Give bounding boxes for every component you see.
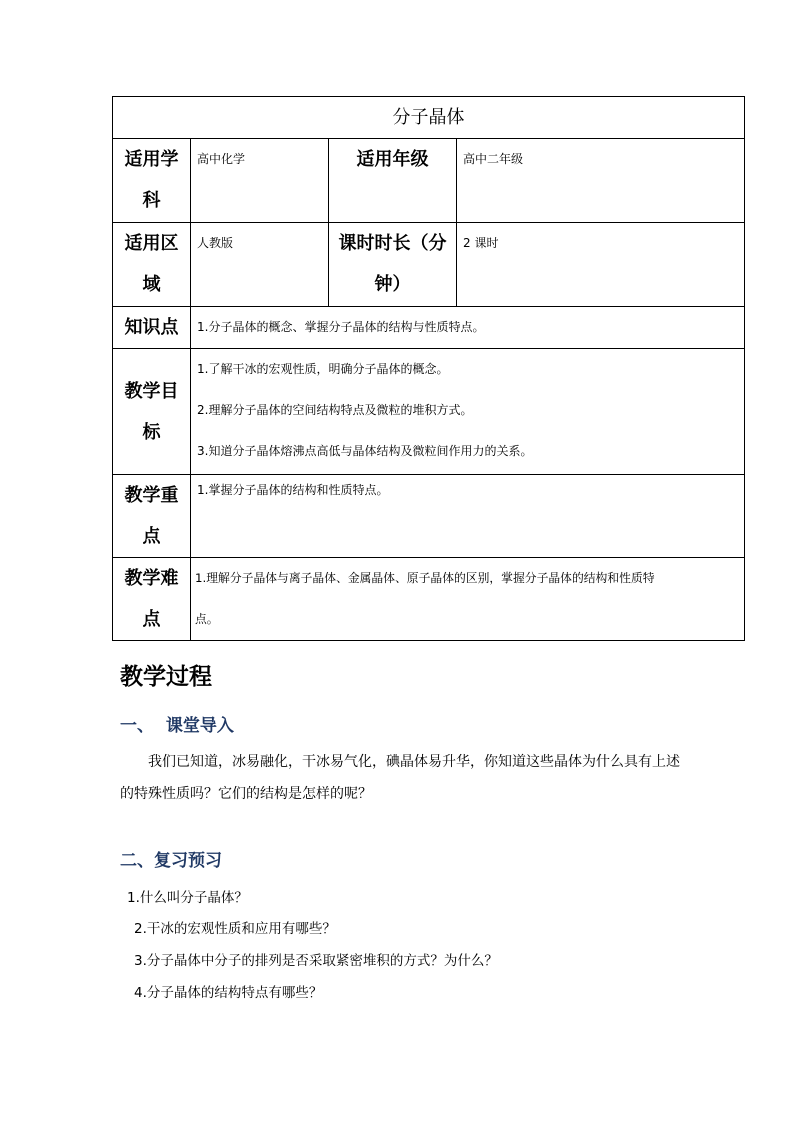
region-row <box>113 223 745 307</box>
key-points-label <box>113 475 191 558</box>
knowledge-row <box>113 307 745 349</box>
lesson-title: 分子晶体 <box>113 97 745 139</box>
duration-label <box>329 223 457 307</box>
knowledge-value: 1.分子晶体的概念、掌握分子晶体的结构与性质特点。 <box>191 307 745 349</box>
key-points-row <box>113 475 745 558</box>
difficult-line-1: 1.理解分子晶体与离子晶体、金属晶体、原子晶体的区别，掌握分子晶体的结构和性质特 <box>195 571 655 585</box>
difficult-points-row <box>113 558 745 641</box>
key-point-item: 1.掌握分子晶体的结构和性质特点。 <box>197 483 389 497</box>
review-question: 2.干冰的宏观性质和应用有哪些？ <box>134 921 336 937</box>
knowledge-label: 知识点 <box>113 307 191 349</box>
section-heading-review: 二、复习预习 <box>120 851 222 871</box>
goals-label <box>113 349 191 475</box>
key-points-value <box>191 475 745 558</box>
goals-label-line-2: 标 <box>142 421 161 443</box>
review-question: 3.分子晶体中分子的排列是否采取紧密堆积的方式？为什么？ <box>134 953 498 969</box>
subject-label <box>113 139 191 223</box>
duration-label-line-1: 课时时长（分 <box>338 233 447 254</box>
review-question: 1.什么叫分子晶体？ <box>127 890 248 906</box>
lesson-info-table <box>112 96 745 641</box>
region-label <box>113 223 191 307</box>
goal-item: 1.了解干冰的宏观性质，明确分子晶体的概念。 <box>197 362 449 376</box>
duration-label-line-2: 钟） <box>374 274 411 295</box>
subject-value: 高中化学 <box>191 139 329 223</box>
goals-row <box>113 349 745 475</box>
key-label-line-2: 点 <box>142 526 161 547</box>
difficult-points-label <box>113 558 191 641</box>
region-label-line-2: 域 <box>142 274 161 295</box>
difficult-label-line-2: 点 <box>142 609 161 630</box>
goal-item: 3.知道分子晶体熔沸点高低与晶体结构及微粒间作用力的关系。 <box>197 444 533 458</box>
difficult-label-line-1: 教学难 <box>124 568 179 589</box>
subject-label-line-2: 科 <box>142 190 161 211</box>
grade-label: 适用年级 <box>329 139 457 223</box>
region-value: 人教版 <box>191 223 329 307</box>
difficult-line-2: 点。 <box>195 612 219 626</box>
goals-list <box>191 349 745 475</box>
title-row <box>113 97 745 139</box>
region-label-line-1: 适用区 <box>124 233 179 254</box>
intro-paragraph-line-2: 的特殊性质吗？它们的结构是怎样的呢？ <box>120 786 372 802</box>
grade-value: 高中二年级 <box>457 139 745 223</box>
section-heading-intro: 一、 课堂导入 <box>120 716 234 736</box>
teaching-process-title: 教学过程 <box>120 664 212 690</box>
subject-row <box>113 139 745 223</box>
intro-paragraph-line-1: 我们已知道，冰易融化，干冰易气化，碘晶体易升华，你知道这些晶体为什么具有上述 <box>148 754 680 770</box>
goal-item: 2.理解分子晶体的空间结构特点及微粒的堆积方式。 <box>197 403 473 417</box>
key-label-line-1: 教学重 <box>124 485 179 506</box>
subject-label-line-1: 适用学 <box>124 149 179 170</box>
goals-label-line-1: 教学目 <box>124 380 179 402</box>
duration-value: 2 课时 <box>457 223 745 307</box>
review-question: 4.分子晶体的结构特点有哪些？ <box>134 985 323 1001</box>
difficult-points-value <box>191 558 745 641</box>
